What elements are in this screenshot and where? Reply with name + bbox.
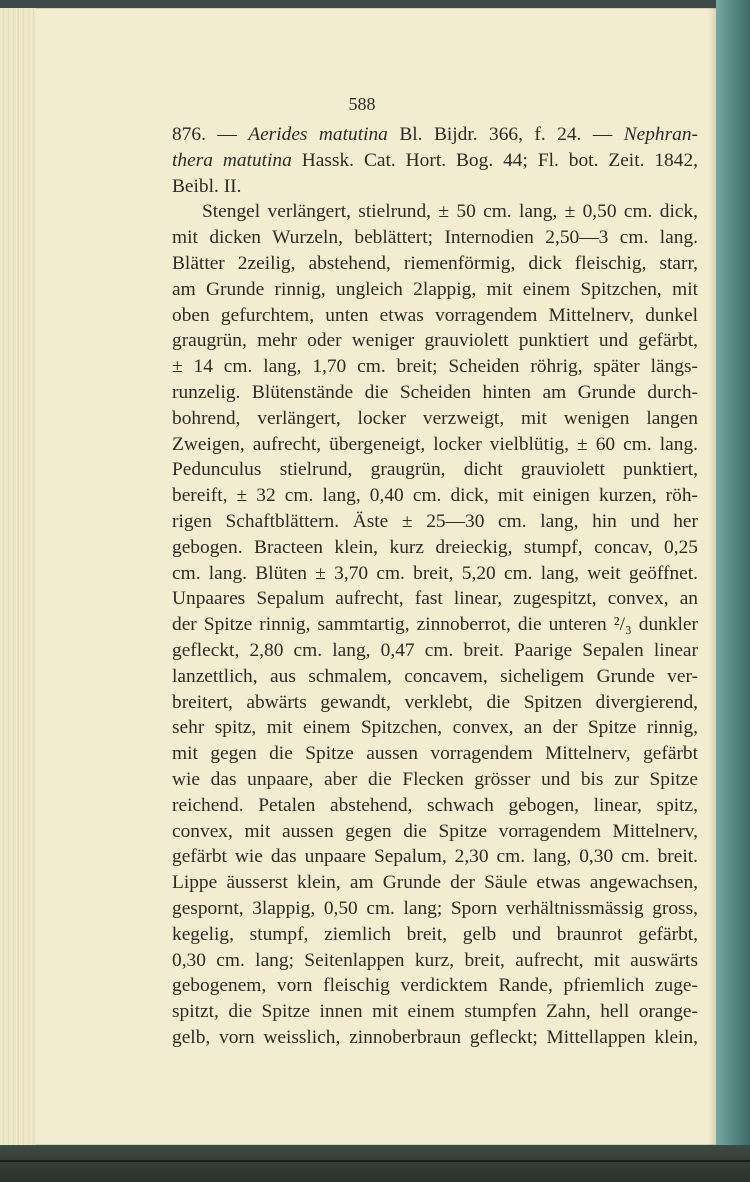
text-line <box>172 586 698 612</box>
italic-text: Aerides matutina <box>248 124 388 145</box>
text-segment: cm. lang. Blüten ± 3,70 cm. breit, 5,20 cm. lang, weit geöffnet. <box>172 562 698 584</box>
text-line <box>172 406 698 432</box>
text-line <box>172 277 698 303</box>
text-segment: bereift, ± 32 cm. lang, 0,40 cm. dick, mit einigen kurzen, röh- <box>172 485 698 507</box>
text-segment: oben gefurchtem, unten etwas vorragendem Mittelnerv, dunkel <box>172 304 698 326</box>
text-segment: runzelig. Blütenstände die Scheiden hinten am Grunde durch- <box>172 381 698 403</box>
text-line <box>172 948 698 974</box>
text-segment: gebogen. Bracteen klein, kurz dreieckig, stumpf, concav, 0,25 <box>172 536 698 558</box>
text-segment: lanzettlich, aus schmalem, concavem, sicheligem Grunde ver- <box>172 665 698 687</box>
text-segment: gespornt, 3lappig, 0,50 cm. lang; Sporn verhältnissmässig gross, <box>172 897 698 919</box>
text-line <box>172 457 698 483</box>
text-line <box>172 922 698 948</box>
text-segment: convex, mit aussen gegen die Spitze vorragendem Mittelnerv, <box>172 820 698 842</box>
text-segment: Hassk. Cat. Hort. Bog. 44; Fl. bot. Zeit. 1842, <box>291 149 698 171</box>
text-line <box>172 715 698 741</box>
book-spine <box>716 0 750 1182</box>
text-line <box>172 251 698 277</box>
page-number: 588 <box>348 94 376 114</box>
text-line <box>172 303 698 329</box>
text-segment: breitert, abwärts gewandt, verklebt, die Spitzen divergierend, <box>172 691 698 713</box>
italic-text: thera matutina <box>172 149 292 171</box>
text-line <box>172 741 698 767</box>
text-line <box>172 767 698 793</box>
text-segment: gelb, vorn weisslich, zinnoberbraun gefleckt; Mittellappen klein, <box>172 1026 698 1048</box>
text-line <box>172 793 698 819</box>
text-line <box>172 380 698 406</box>
text-segment: graugrün, mehr oder weniger grauviolett punktiert und gefärbt, <box>172 330 698 352</box>
text-line <box>172 896 698 922</box>
text-segment: gebogenem, vorn fleischig verdicktem Rande, pfriemlich zuge- <box>172 975 698 997</box>
text-line <box>172 225 698 251</box>
text-segment: der Spitze rinnig, sammtartig, zinnoberrot, die unteren ²/₃ dunkler <box>172 614 698 636</box>
text-segment: Blätter 2zeilig, abstehend, riemenförmig, dick fleischig, starr, <box>172 252 698 274</box>
text-segment: rigen Schaftblättern. Äste ± 25—30 cm. lang, hin und her <box>172 510 698 532</box>
text-line <box>172 999 698 1025</box>
text-segment: mit dicken Wurzeln, beblättert; Internodien 2,50—3 cm. lang. <box>172 227 698 249</box>
text-line <box>172 509 698 535</box>
text-line <box>172 432 698 458</box>
text-segment: mit gegen die Spitze aussen vorragendem Mittelnerv, gefärbt <box>172 743 698 765</box>
text-segment: 0,30 cm. lang; Seitenlappen kurz, breit, aufrecht, mit auswärts <box>172 949 698 971</box>
text-line <box>172 483 698 509</box>
text-line <box>172 354 698 380</box>
text-segment: wie das unpaare, aber die Flecken grösser und bis zur Spitze <box>172 768 698 790</box>
text-line <box>172 148 698 174</box>
text-line <box>172 561 698 587</box>
bottom-edge-line <box>0 1160 750 1162</box>
text-segment: sehr spitz, mit einem Spitzchen, convex, an der Spitze rinnig, <box>172 717 698 739</box>
text-line <box>172 664 698 690</box>
text-line <box>172 535 698 561</box>
text-segment: gefleckt, 2,80 cm. lang, 0,47 cm. breit. Paarige Sepalen linear <box>172 639 698 661</box>
text-segment: Stengel verlängert, stielrund, ± 50 cm. lang, ± 0,50 cm. dick, <box>202 201 698 223</box>
text-segment: Beibl. II. <box>172 175 242 197</box>
text-segment: kegelig, stumpf, ziemlich breit, gelb und braunrot gefärbt, <box>172 923 698 945</box>
text-line <box>172 122 698 148</box>
bottom-cover-board <box>0 1145 750 1182</box>
text-line <box>172 819 698 845</box>
body-text <box>172 122 698 1051</box>
text-line <box>172 973 698 999</box>
text-segment: bohrend, verlängert, locker verzweigt, mit wenigen langen <box>172 407 698 429</box>
italic-text: Nephran- <box>623 124 699 145</box>
text-segment: Unpaares Sepalum aufrecht, fast linear, zugespitzt, convex, an <box>172 588 698 610</box>
text-segment: ± 14 cm. lang, 1,70 cm. breit; Scheiden röhrig, später längs- <box>172 356 698 378</box>
text-segment: gefärbt wie das unpaare Sepalum, 2,30 cm. lang, 0,30 cm. breit. <box>172 846 698 868</box>
text-segment: Bl. Bijdr. 366, f. 24. — <box>387 124 624 145</box>
text-line <box>172 870 698 896</box>
text-segment: am Grunde rinnig, ungleich 2lappig, mit einem Spitzchen, mit <box>172 278 698 300</box>
page-edges <box>0 8 36 1145</box>
text-segment: Pedunculus stielrund, graugrün, dicht grauviolett punktiert, <box>172 459 698 481</box>
text-line <box>172 174 698 200</box>
text-line <box>172 638 698 664</box>
text-line <box>172 1025 698 1051</box>
text-line <box>172 690 698 716</box>
text-line <box>172 844 698 870</box>
text-segment: 876. — <box>172 124 249 145</box>
text-line <box>172 328 698 354</box>
text-segment: reichend. Petalen abstehend, schwach gebogen, linear, spitz, <box>172 794 698 816</box>
text-segment: Zweigen, aufrecht, übergeneigt, locker vielblütig, ± 60 cm. lang. <box>172 433 698 455</box>
text-segment: Lippe äusserst klein, am Grunde der Säule etwas angewachsen, <box>172 872 698 894</box>
text-segment: spitzt, die Spitze innen mit einem stumpfen Zahn, hell orange- <box>172 1001 698 1023</box>
text-line <box>172 612 698 638</box>
text-line <box>172 199 698 225</box>
